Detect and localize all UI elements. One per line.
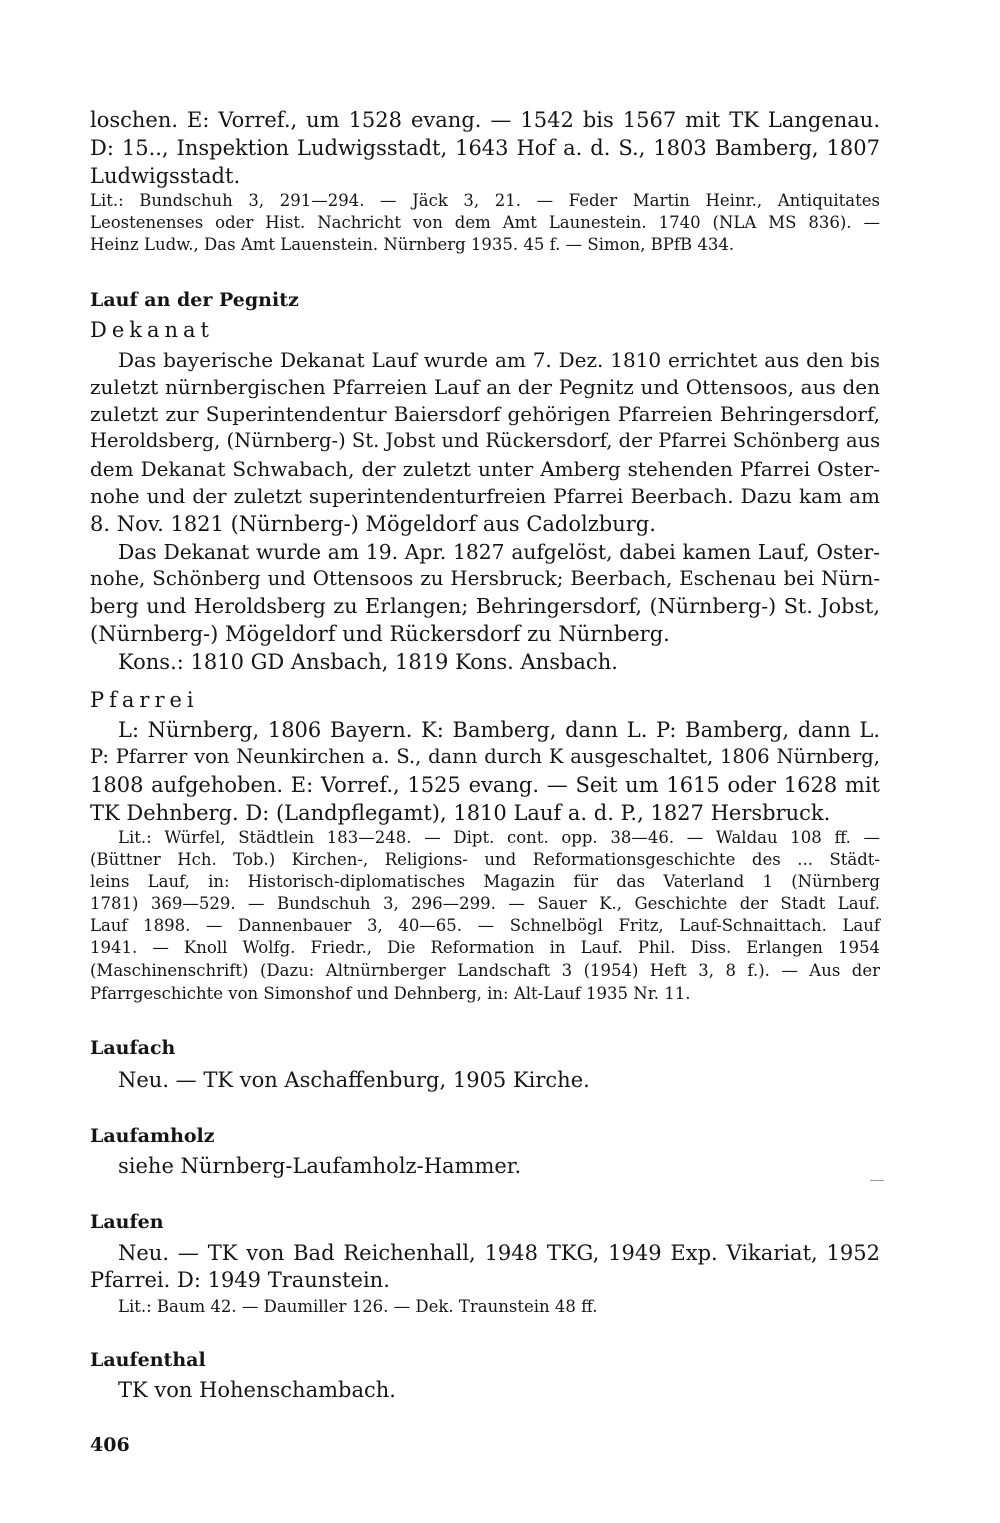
paragraph-line: (Nürnberg-) Mögeldorf und Rückersdorf zu Nürnberg.	[90, 622, 670, 646]
paragraph-line: 8. Nov. 1821 (Nürnberg-) Mögeldorf aus Cadolzburg.	[90, 512, 656, 536]
margin-mark	[870, 1180, 884, 1181]
paragraph-line: nohe und der zuletzt superintendenturfreien Pfarrei Beerbach. Dazu kam am	[90, 484, 880, 508]
paragraph-line: zuletzt nürnbergischen Pfarreien Lauf an der Pegnitz und Ottensoos, aus den	[90, 375, 880, 399]
lit-line: Lauf 1898. — Dannenbauer 3, 40—65. — Schnelbögl Fritz, Lauf-Schnaittach. Lauf	[90, 916, 880, 935]
entry-text: siehe Nürnberg-Laufamholz-Hammer.	[118, 1154, 522, 1178]
paragraph-line: Das Dekanat wurde am 19. Apr. 1827 aufgelöst, dabei kamen Lauf, Oster-	[118, 540, 880, 564]
entry-line: Neu. — TK von Bad Reichenhall, 1948 TKG, 1949 Exp. Vikariat, 1952	[118, 1241, 880, 1265]
paragraph-line: dem Dekanat Schwabach, der zuletzt unter Amberg stehenden Pfarrei Oster-	[90, 457, 880, 481]
entry-text: TK von Hohenschambach.	[118, 1378, 396, 1402]
paragraph-line: Heroldsberg, (Nürnberg-) St. Jobst und Rückersdorf, der Pfarrei Schönberg aus	[90, 429, 881, 452]
paragraph-line: Das bayerische Dekanat Lauf wurde am 7. Dez. 1810 errichtet aus den bis	[118, 348, 880, 372]
intro-line: Ludwigsstadt.	[90, 164, 241, 188]
intro-line: D: 15.., Inspektion Ludwigsstadt, 1643 Hof a. d. S., 1803 Bamberg, 1807	[90, 136, 880, 160]
kons-line: Kons.: 1810 GD Ansbach, 1819 Kons. Ansbach.	[118, 650, 618, 674]
pfarrei-line: 1808 aufgehoben. E: Vorref., 1525 evang. — Seit um 1615 oder 1628 mit	[90, 773, 880, 797]
pfarrei-line: P: Pfarrer von Neunkirchen a. S., dann durch K ausgeschaltet, 1806 Nürnberg,	[90, 745, 880, 768]
entry-line: Pfarrei. D: 1949 Traunstein.	[90, 1268, 390, 1292]
lit-line: (Büttner Hch. Tob.) Kirchen-, Religions- und Reformationsgeschichte des ... Städt-	[90, 850, 880, 869]
paragraph-line: nohe, Schönberg und Ottensoos zu Hersbruck; Beerbach, Eschenau bei Nürn-	[90, 567, 880, 590]
lit-line: Lit.: Baum 42. — Daumiller 126. — Dek. Traunstein 48 ff.	[118, 1297, 598, 1316]
lit-line: leins Lauf, in: Historisch-diplomatisches Magazin für das Vaterland 1 (Nürnberg	[90, 872, 880, 891]
lit-line: Pfarrgeschichte von Simonshof und Dehnberg, in: Alt-Lauf 1935 Nr. 11.	[90, 984, 691, 1003]
lit-line: 1941. — Knoll Wolfg. Friedr., Die Reformation in Lauf. Phil. Diss. Erlangen 1954	[90, 938, 880, 957]
entry-text: Neu. — TK von Aschaffenburg, 1905 Kirche.	[118, 1068, 590, 1092]
section-label-pfarrei: Pfarrei	[90, 688, 199, 712]
intro-lit-line: Leostenenses oder Hist. Nachricht von dem Amt Launestein. 1740 (NLA MS 836). —	[90, 213, 880, 232]
entry-heading: Lauf an der Pegnitz	[90, 289, 299, 311]
pfarrei-line: L: Nürnberg, 1806 Bayern. K: Bamberg, dann L. P: Bamberg, dann L.	[118, 718, 880, 742]
entry-heading: Laufen	[90, 1211, 164, 1233]
lit-line: 1781) 369—529. — Bundschuh 3, 296—299. — Sauer K., Geschichte der Stadt Lauf.	[90, 894, 880, 913]
intro-line: loschen. E: Vorref., um 1528 evang. — 1542 bis 1567 mit TK Langenau.	[90, 108, 880, 132]
entry-heading: Laufenthal	[90, 1349, 206, 1371]
paragraph-line: berg und Heroldsberg zu Erlangen; Behringersdorf, (Nürnberg-) St. Jobst,	[90, 594, 880, 618]
lit-line: (Maschinenschrift) (Dazu: Altnürnberger Landschaft 3 (1954) Heft 3, 8 f.). — Aus der	[90, 961, 880, 980]
page-number: 406	[90, 1434, 130, 1456]
lit-line: Lit.: Würfel, Städtlein 183—248. — Dipt. cont. opp. 38—46. — Waldau 108 ff. —	[118, 828, 880, 847]
entry-heading: Laufach	[90, 1037, 176, 1059]
section-label-dekanat: Dekanat	[90, 318, 214, 342]
pfarrei-line: TK Dehnberg. D: (Landpflegamt), 1810 Lauf a. d. P., 1827 Hersbruck.	[90, 801, 831, 825]
paragraph-line: zuletzt zur Superintendentur Baiersdorf gehörigen Pfarreien Behringersdorf,	[90, 402, 880, 426]
intro-lit-line: Lit.: Bundschuh 3, 291—294. — Jäck 3, 21. — Feder Martin Heinr., Antiquitates	[90, 191, 880, 210]
entry-heading: Laufamholz	[90, 1125, 215, 1147]
intro-lit-line: Heinz Ludw., Das Amt Lauenstein. Nürnberg 1935. 45 f. — Simon, BPfB 434.	[90, 235, 735, 254]
